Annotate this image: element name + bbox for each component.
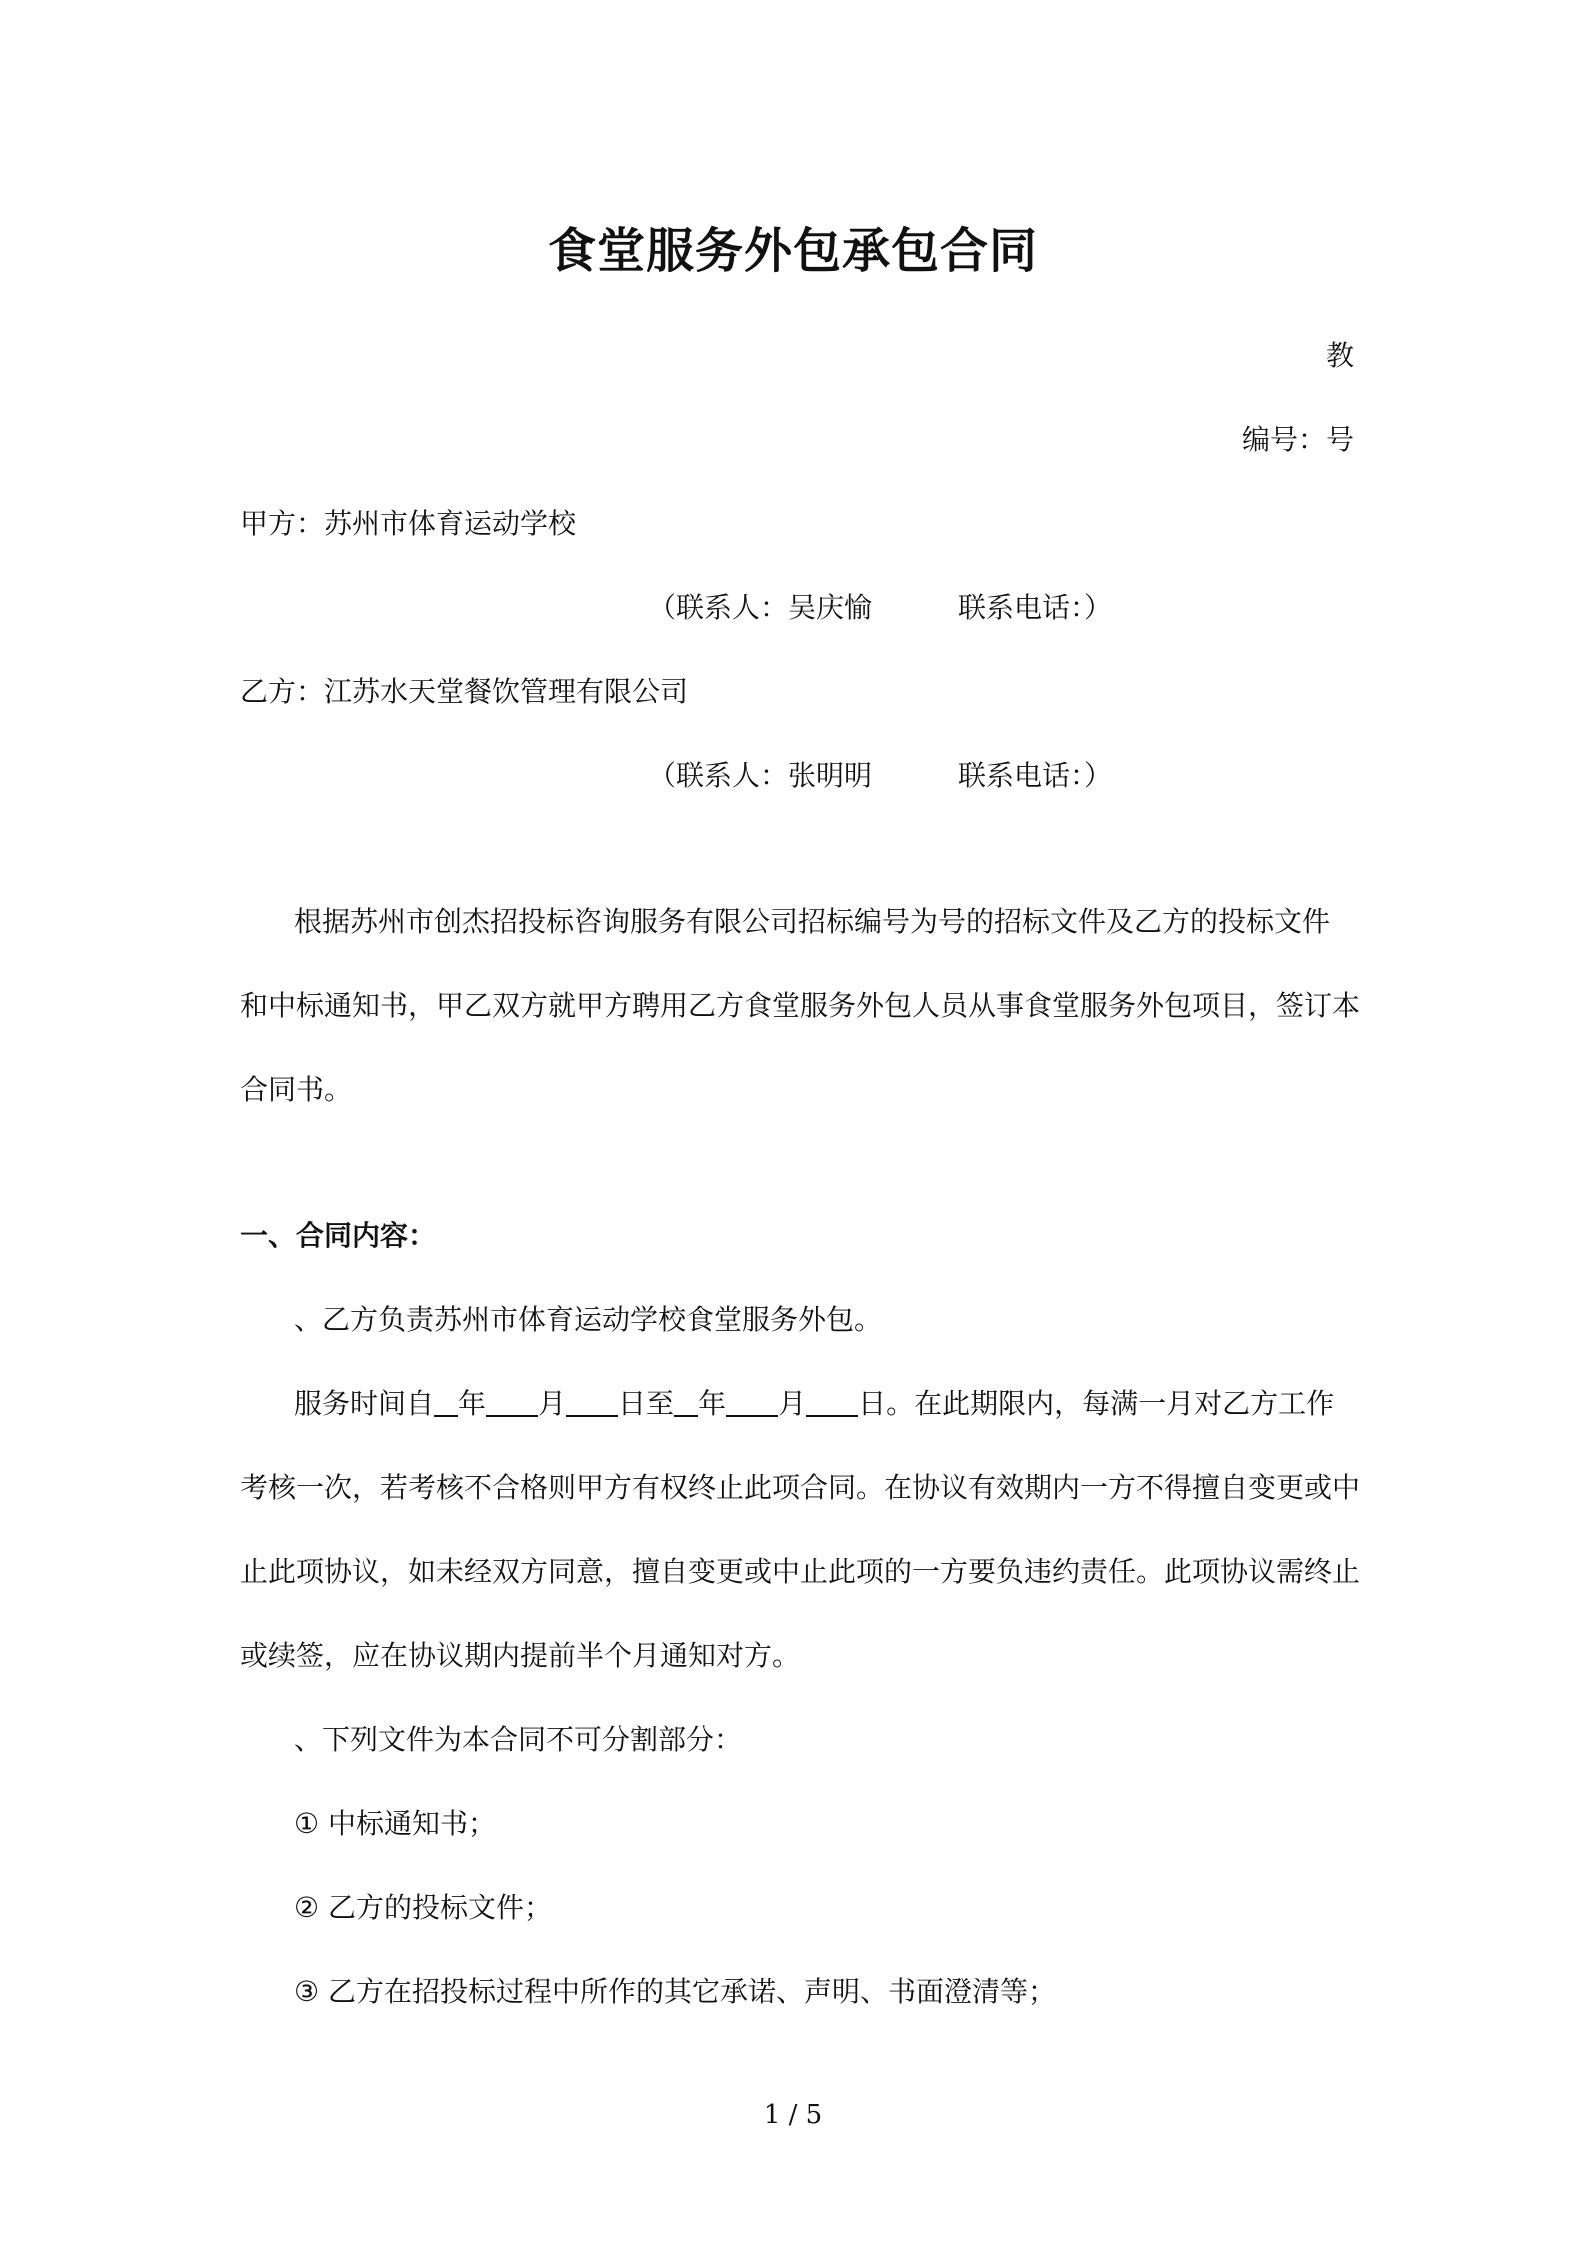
service-prefix: 服务时间自 <box>294 1387 435 1420</box>
party-b-contact-line <box>648 756 1112 796</box>
month-label: 月 <box>778 1387 807 1420</box>
blank-field <box>806 1387 858 1417</box>
blank-field <box>726 1387 778 1417</box>
day-label: 日。在此期限内，每满一月对乙方工作 <box>858 1387 1335 1420</box>
list-item: ② 乙方的投标文件； <box>294 1891 553 1924</box>
service-period-line <box>294 1384 1334 1424</box>
list-item: ① 中标通知书； <box>294 1807 497 1840</box>
intro-line-3: 合同书。 <box>240 1073 353 1106</box>
serial-number: 编号：号 <box>1241 423 1354 456</box>
document-title: 食堂服务外包承包合同 <box>547 223 1038 279</box>
blank-field <box>486 1387 538 1417</box>
blank-field <box>434 1387 458 1417</box>
corner-character: 教 <box>1325 339 1354 372</box>
party-a-phone: 联系电话：） <box>958 591 1113 624</box>
party-b-phone: 联系电话：） <box>958 759 1113 792</box>
item-1: 、乙方负责苏州市体育运动学校食堂服务外包。 <box>294 1303 883 1336</box>
list-item: ③ 乙方在招投标过程中所作的其它承诺、声明、书面澄清等； <box>294 1975 1057 2008</box>
item-2: 、下列文件为本合同不可分割部分： <box>294 1723 743 1756</box>
month-label: 月 <box>538 1387 567 1420</box>
day-label: 日至 <box>618 1387 675 1420</box>
service-line-3: 止此项协议，如未经双方同意，擅自变更或中止此项的一方要负违约责任。此项协议需终止 <box>240 1555 1361 1588</box>
page-number: 1 / 5 <box>763 2100 823 2130</box>
intro-line-2: 和中标通知书，甲乙双方就甲方聘用乙方食堂服务外包人员从事食堂服务外包项目，签订本 <box>240 989 1361 1022</box>
party-a-contact-line <box>648 588 1112 628</box>
party-b: 乙方：江苏水天堂餐饮管理有限公司 <box>240 675 689 708</box>
service-line-4: 或续签，应在协议期内提前半个月通知对方。 <box>240 1639 801 1672</box>
blank-field <box>566 1387 618 1417</box>
blank-field <box>674 1387 698 1417</box>
party-a-contact: （联系人：吴庆愉 <box>648 591 873 624</box>
party-b-contact: （联系人：张明明 <box>648 759 873 792</box>
intro-line-1: 根据苏州市创杰招投标咨询服务有限公司招标编号为号的招标文件及乙方的投标文件 <box>294 905 1331 938</box>
year-label: 年 <box>698 1387 727 1420</box>
section-heading-1: 一、合同内容： <box>240 1219 437 1252</box>
service-line-2: 考核一次，若考核不合格则甲方有权终止此项合同。在协议有效期内一方不得擅自变更或中 <box>240 1471 1361 1504</box>
year-label: 年 <box>458 1387 487 1420</box>
party-a: 甲方：苏州市体育运动学校 <box>240 507 577 540</box>
